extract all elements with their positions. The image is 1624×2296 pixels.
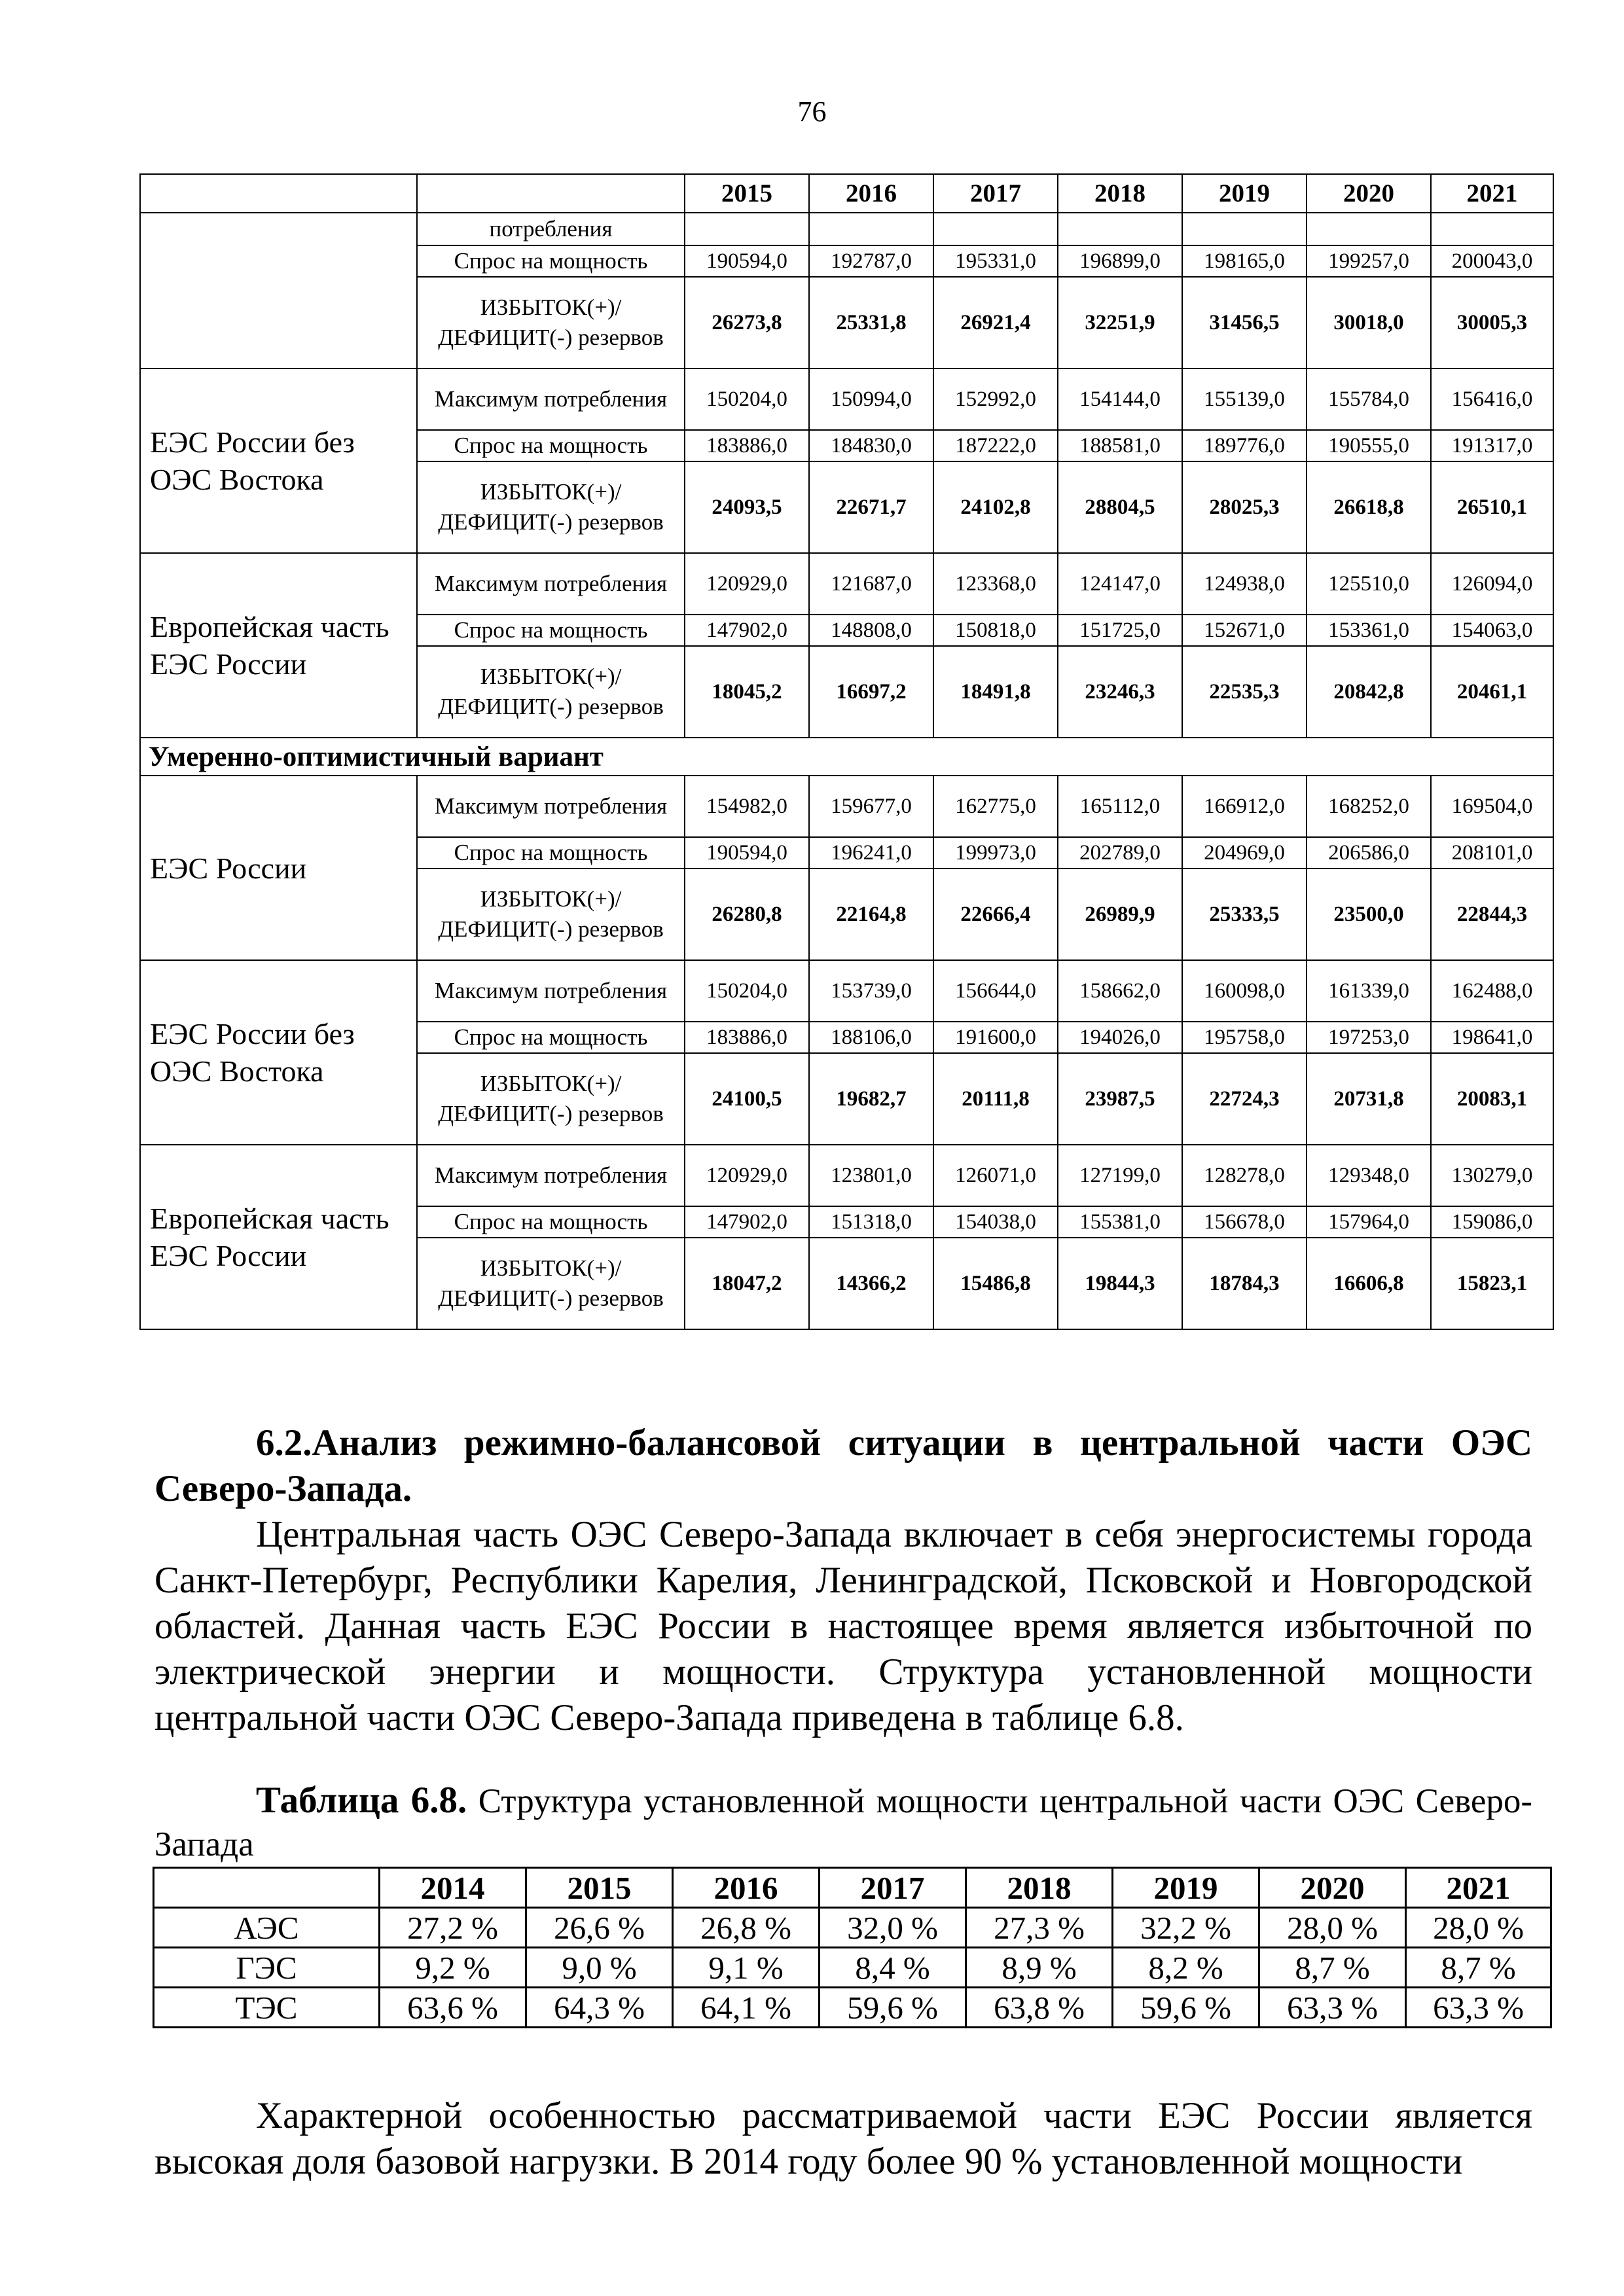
value-cell: 152992,0: [933, 368, 1058, 430]
value-cell: 188581,0: [1058, 430, 1182, 461]
value-cell: 188106,0: [809, 1022, 933, 1053]
value-cell: 20731,8: [1307, 1053, 1431, 1145]
region-cell: ЕЭС России без ОЭС Востока: [140, 368, 417, 553]
table-row: [140, 368, 1553, 430]
value-cell: 25331,8: [809, 277, 933, 368]
value-cell: 19844,3: [1058, 1238, 1182, 1329]
indicator-cell: Максимум потребления: [417, 553, 685, 615]
share-cell: 26,6 %: [526, 1908, 673, 1948]
table-caption-lead: Таблица 6.8.: [256, 1780, 467, 1821]
value-cell: 30005,3: [1431, 277, 1553, 368]
scenario-row: [140, 738, 1553, 776]
share-cell: 27,3 %: [966, 1908, 1113, 1948]
value-cell: 166912,0: [1182, 776, 1307, 837]
value-cell: 199257,0: [1307, 245, 1431, 277]
share-cell: 8,2 %: [1113, 1948, 1259, 1988]
section-heading: 6.2.Анализ режимно-балансовой ситуации в центральной части ОЭС Северо-Запада.: [154, 1422, 1532, 1509]
value-cell: 154982,0: [685, 776, 809, 837]
indicator-cell: Спрос на мощность: [417, 245, 685, 277]
value-cell: 197253,0: [1307, 1022, 1431, 1053]
value-cell: 20842,8: [1307, 646, 1431, 738]
plant-type-cell: ТЭС: [154, 1988, 380, 2028]
value-cell: 151318,0: [809, 1206, 933, 1238]
share-cell: 9,0 %: [526, 1948, 673, 1988]
value-cell: 24102,8: [933, 461, 1058, 553]
value-cell: [809, 213, 933, 245]
value-cell: 156644,0: [933, 960, 1058, 1022]
region-cell: ЕЭС России без ОЭС Востока: [140, 960, 417, 1145]
value-cell: 15486,8: [933, 1238, 1058, 1329]
share-cell: 59,6 %: [1113, 1988, 1259, 2028]
value-cell: 200043,0: [1431, 245, 1553, 277]
year-header: 2018: [966, 1868, 1113, 1908]
value-cell: 153361,0: [1307, 615, 1431, 646]
value-cell: 123368,0: [933, 553, 1058, 615]
value-cell: 190555,0: [1307, 430, 1431, 461]
value-cell: 162775,0: [933, 776, 1058, 837]
share-cell: 9,1 %: [673, 1948, 820, 1988]
share-cell: 64,1 %: [673, 1988, 820, 2028]
value-cell: 150204,0: [685, 368, 809, 430]
year-header: 2014: [380, 1868, 526, 1908]
value-cell: 14366,2: [809, 1238, 933, 1329]
value-cell: 19682,7: [809, 1053, 933, 1145]
year-header: 2021: [1431, 174, 1553, 213]
value-cell: 128278,0: [1182, 1145, 1307, 1206]
share-cell: 26,8 %: [673, 1908, 820, 1948]
share-cell: 63,3 %: [1406, 1988, 1551, 2028]
value-cell: 154038,0: [933, 1206, 1058, 1238]
indicator-cell: ИЗБЫТОК(+)/ ДЕФИЦИТ(-) резервов: [417, 869, 685, 960]
indicator-cell: Спрос на мощность: [417, 837, 685, 869]
table-row: [140, 1145, 1553, 1206]
balance-table: [139, 173, 1554, 1330]
value-cell: 161339,0: [1307, 960, 1431, 1022]
value-cell: 198165,0: [1182, 245, 1307, 277]
value-cell: 154144,0: [1058, 368, 1182, 430]
indicator-cell: ИЗБЫТОК(+)/ ДЕФИЦИТ(-) резервов: [417, 461, 685, 553]
indicator-cell: потребления: [417, 213, 685, 245]
value-cell: 148808,0: [809, 615, 933, 646]
paragraph-1: [154, 1512, 1532, 1741]
value-cell: 155139,0: [1182, 368, 1307, 430]
table-caption: [154, 1779, 1532, 1866]
value-cell: 195758,0: [1182, 1022, 1307, 1053]
value-cell: 25333,5: [1182, 869, 1307, 960]
share-cell: 8,9 %: [966, 1948, 1113, 1988]
plant-type-cell: ГЭС: [154, 1948, 380, 1988]
value-cell: 18491,8: [933, 646, 1058, 738]
indicator-cell: Спрос на мощность: [417, 615, 685, 646]
value-cell: 190594,0: [685, 837, 809, 869]
structure-table: [153, 1867, 1552, 2028]
value-cell: 126094,0: [1431, 553, 1553, 615]
share-cell: 8,7 %: [1406, 1948, 1551, 1988]
indicator-cell: Максимум потребления: [417, 368, 685, 430]
plant-type-cell: АЭС: [154, 1908, 380, 1948]
value-cell: 24100,5: [685, 1053, 809, 1145]
header-empty-cell: [417, 174, 685, 213]
indicator-cell: Максимум потребления: [417, 960, 685, 1022]
value-cell: 157964,0: [1307, 1206, 1431, 1238]
table-row: [154, 1988, 1551, 2028]
value-cell: 156678,0: [1182, 1206, 1307, 1238]
share-cell: 28,0 %: [1259, 1908, 1406, 1948]
year-header: 2020: [1259, 1868, 1406, 1908]
region-cell: ЕЭС России: [140, 776, 417, 960]
value-cell: [1307, 213, 1431, 245]
table-row: [154, 1948, 1551, 1988]
share-cell: 8,7 %: [1259, 1948, 1406, 1988]
share-cell: 63,8 %: [966, 1988, 1113, 2028]
year-header: 2021: [1406, 1868, 1551, 1908]
value-cell: 191600,0: [933, 1022, 1058, 1053]
value-cell: 121687,0: [809, 553, 933, 615]
value-cell: 151725,0: [1058, 615, 1182, 646]
value-cell: 150818,0: [933, 615, 1058, 646]
value-cell: 162488,0: [1431, 960, 1553, 1022]
value-cell: 120929,0: [685, 1145, 809, 1206]
value-cell: 26921,4: [933, 277, 1058, 368]
balance-table-header-row: [140, 174, 1553, 213]
table-row: [154, 1908, 1551, 1948]
value-cell: 130279,0: [1431, 1145, 1553, 1206]
value-cell: 150204,0: [685, 960, 809, 1022]
share-cell: 32,0 %: [820, 1908, 966, 1948]
year-header: 2019: [1113, 1868, 1259, 1908]
value-cell: 199973,0: [933, 837, 1058, 869]
value-cell: 204969,0: [1182, 837, 1307, 869]
value-cell: 23500,0: [1307, 869, 1431, 960]
value-cell: 158662,0: [1058, 960, 1182, 1022]
value-cell: [1182, 213, 1307, 245]
value-cell: 196241,0: [809, 837, 933, 869]
value-cell: 22844,3: [1431, 869, 1553, 960]
value-cell: 159086,0: [1431, 1206, 1553, 1238]
share-cell: 63,3 %: [1259, 1988, 1406, 2028]
indicator-cell: Спрос на мощность: [417, 430, 685, 461]
value-cell: 150994,0: [809, 368, 933, 430]
indicator-cell: Спрос на мощность: [417, 1206, 685, 1238]
value-cell: 120929,0: [685, 553, 809, 615]
value-cell: 168252,0: [1307, 776, 1431, 837]
share-cell: 9,2 %: [380, 1948, 526, 1988]
value-cell: 22535,3: [1182, 646, 1307, 738]
share-cell: 63,6 %: [380, 1988, 526, 2028]
value-cell: 31456,5: [1182, 277, 1307, 368]
scenario-label: Умеренно-оптимистичный вариант: [140, 738, 1553, 776]
value-cell: 18045,2: [685, 646, 809, 738]
value-cell: 124938,0: [1182, 553, 1307, 615]
value-cell: 15823,1: [1431, 1238, 1553, 1329]
header-empty-cell: [140, 174, 417, 213]
year-header: 2017: [933, 174, 1058, 213]
value-cell: 165112,0: [1058, 776, 1182, 837]
value-cell: 32251,9: [1058, 277, 1182, 368]
value-cell: 202789,0: [1058, 837, 1182, 869]
value-cell: 196899,0: [1058, 245, 1182, 277]
table-row: [140, 213, 1553, 245]
share-cell: 64,3 %: [526, 1988, 673, 2028]
year-header: 2015: [526, 1868, 673, 1908]
value-cell: 189776,0: [1182, 430, 1307, 461]
value-cell: 126071,0: [933, 1145, 1058, 1206]
value-cell: [1431, 213, 1553, 245]
page-number: 76: [797, 96, 827, 128]
share-cell: 32,2 %: [1113, 1908, 1259, 1948]
value-cell: 26280,8: [685, 869, 809, 960]
value-cell: 191317,0: [1431, 430, 1553, 461]
value-cell: 160098,0: [1182, 960, 1307, 1022]
indicator-cell: ИЗБЫТОК(+)/ ДЕФИЦИТ(-) резервов: [417, 1053, 685, 1145]
year-header: 2019: [1182, 174, 1307, 213]
value-cell: 18784,3: [1182, 1238, 1307, 1329]
year-header: 2020: [1307, 174, 1431, 213]
indicator-cell: ИЗБЫТОК(+)/ ДЕФИЦИТ(-) резервов: [417, 646, 685, 738]
year-header: 2017: [820, 1868, 966, 1908]
indicator-cell: ИЗБЫТОК(+)/ ДЕФИЦИТ(-) резервов: [417, 277, 685, 368]
value-cell: 129348,0: [1307, 1145, 1431, 1206]
value-cell: 155784,0: [1307, 368, 1431, 430]
value-cell: 26510,1: [1431, 461, 1553, 553]
value-cell: 16606,8: [1307, 1238, 1431, 1329]
value-cell: 147902,0: [685, 1206, 809, 1238]
value-cell: 22724,3: [1182, 1053, 1307, 1145]
year-header: 2015: [685, 174, 809, 213]
value-cell: [1058, 213, 1182, 245]
share-cell: 8,4 %: [820, 1948, 966, 1988]
region-cell: Европейская часть ЕЭС России: [140, 553, 417, 738]
value-cell: 123801,0: [809, 1145, 933, 1206]
value-cell: 124147,0: [1058, 553, 1182, 615]
value-cell: 23987,5: [1058, 1053, 1182, 1145]
value-cell: 156416,0: [1431, 368, 1553, 430]
value-cell: 208101,0: [1431, 837, 1553, 869]
value-cell: 20461,1: [1431, 646, 1553, 738]
value-cell: 20111,8: [933, 1053, 1058, 1145]
value-cell: 127199,0: [1058, 1145, 1182, 1206]
paragraph-2: [154, 2093, 1532, 2185]
value-cell: 26989,9: [1058, 869, 1182, 960]
value-cell: 154063,0: [1431, 615, 1553, 646]
value-cell: 152671,0: [1182, 615, 1307, 646]
value-cell: 190594,0: [685, 245, 809, 277]
value-cell: 22164,8: [809, 869, 933, 960]
value-cell: 147902,0: [685, 615, 809, 646]
indicator-cell: Максимум потребления: [417, 776, 685, 837]
value-cell: 194026,0: [1058, 1022, 1182, 1053]
year-header: 2016: [673, 1868, 820, 1908]
value-cell: 169504,0: [1431, 776, 1553, 837]
value-cell: 153739,0: [809, 960, 933, 1022]
indicator-cell: Спрос на мощность: [417, 1022, 685, 1053]
value-cell: 30018,0: [1307, 277, 1431, 368]
value-cell: 24093,5: [685, 461, 809, 553]
share-cell: 28,0 %: [1406, 1908, 1551, 1948]
table-row: [140, 776, 1553, 837]
value-cell: 22671,7: [809, 461, 933, 553]
value-cell: 183886,0: [685, 430, 809, 461]
indicator-cell: Максимум потребления: [417, 1145, 685, 1206]
value-cell: 16697,2: [809, 646, 933, 738]
share-cell: 27,2 %: [380, 1908, 526, 1948]
table-row: [140, 960, 1553, 1022]
year-header: 2018: [1058, 174, 1182, 213]
structure-table-header-row: [154, 1868, 1551, 1908]
value-cell: [685, 213, 809, 245]
paragraph-1-text: Центральная часть ОЭС Северо-Запада включает в себя энергосистемы города Санкт-Петербург, Республики Карелия, Ленинградской, Псковской и Новгородской областей. Данная часть ЕЭС России в настоящее время является избыточной по электрической энергии и мощности. Структура установленной мощности центральной части ОЭС Северо-Запада приведена в таблице 6.8.: [154, 1514, 1532, 1738]
indicator-cell: ИЗБЫТОК(+)/ ДЕФИЦИТ(-) резервов: [417, 1238, 685, 1329]
value-cell: 28025,3: [1182, 461, 1307, 553]
value-cell: 20083,1: [1431, 1053, 1553, 1145]
header-empty-cell: [154, 1868, 380, 1908]
value-cell: 23246,3: [1058, 646, 1182, 738]
share-cell: 59,6 %: [820, 1988, 966, 2028]
value-cell: 18047,2: [685, 1238, 809, 1329]
paragraph-2-text: Характерной особенностью рассматриваемой части ЕЭС России является высокая доля базовой нагрузки. В 2014 году более 90 % установленной мощности: [154, 2095, 1532, 2182]
region-cell: [140, 213, 417, 368]
value-cell: 22666,4: [933, 869, 1058, 960]
value-cell: 195331,0: [933, 245, 1058, 277]
value-cell: 28804,5: [1058, 461, 1182, 553]
value-cell: 183886,0: [685, 1022, 809, 1053]
value-cell: [933, 213, 1058, 245]
value-cell: 26273,8: [685, 277, 809, 368]
value-cell: 155381,0: [1058, 1206, 1182, 1238]
value-cell: 125510,0: [1307, 553, 1431, 615]
value-cell: 206586,0: [1307, 837, 1431, 869]
table-row: [140, 553, 1553, 615]
value-cell: 187222,0: [933, 430, 1058, 461]
value-cell: 159677,0: [809, 776, 933, 837]
region-cell: Европейская часть ЕЭС России: [140, 1145, 417, 1329]
value-cell: 198641,0: [1431, 1022, 1553, 1053]
value-cell: 26618,8: [1307, 461, 1431, 553]
value-cell: 192787,0: [809, 245, 933, 277]
year-header: 2016: [809, 174, 933, 213]
table-caption-text: Структура установленной мощности центральной части ОЭС Северо-Запада: [154, 1782, 1533, 1863]
value-cell: 184830,0: [809, 430, 933, 461]
